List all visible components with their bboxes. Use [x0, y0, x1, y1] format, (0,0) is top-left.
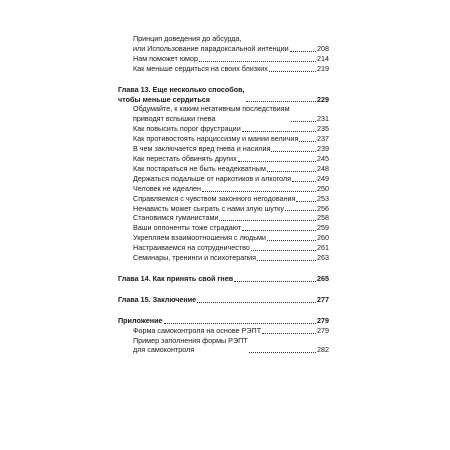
entry-title-line: чтобы меньше сердиться	[118, 94, 210, 104]
dot-leader	[251, 250, 316, 251]
dot-leader	[299, 141, 316, 142]
entry-title-line: Ненависть может сыграть с нами злую шутку	[133, 203, 284, 213]
dot-leader	[249, 352, 316, 353]
dot-leader	[267, 240, 316, 241]
entry-title	[133, 253, 256, 263]
toc-section-entry	[118, 213, 329, 223]
page-number: 259	[317, 223, 329, 233]
entry-title	[133, 223, 241, 233]
entry-title-line: Укрепляем взаимоотношения с людьми	[133, 233, 266, 243]
entry-title	[133, 336, 248, 356]
toc-section-entry	[118, 253, 329, 263]
dot-leader	[285, 210, 316, 211]
toc-section-entry	[118, 174, 329, 184]
entry-title	[133, 124, 241, 134]
entry-title-line: Форма самоконтроля на основе РЭПТ	[133, 325, 262, 335]
toc-chapter-entry	[118, 316, 329, 326]
page-number: 277	[317, 294, 329, 304]
toc-chapter-entry	[118, 85, 329, 105]
entry-title-line: Становимся гуманистами	[133, 213, 219, 223]
page-number: 248	[317, 163, 329, 173]
toc-chapter-entry	[118, 295, 329, 305]
page-number: 219	[317, 63, 329, 73]
page-number: 235	[317, 124, 329, 134]
dot-leader	[257, 260, 316, 261]
dot-leader	[242, 230, 316, 231]
dot-leader	[292, 181, 316, 182]
toc-section-entry	[118, 104, 329, 124]
page-number: 250	[317, 183, 329, 193]
page-number: 263	[317, 253, 329, 263]
page-number: 229	[317, 94, 329, 104]
toc-section-entry	[118, 64, 329, 74]
toc-section-entry	[118, 154, 329, 164]
entry-title	[133, 233, 266, 243]
entry-title	[133, 34, 289, 54]
page-number: 260	[317, 233, 329, 243]
page-number: 231	[317, 114, 329, 124]
entry-title-line: Справляемся с чувством законного негодования	[133, 193, 296, 203]
dot-leader	[246, 101, 316, 102]
toc-section-entry	[118, 233, 329, 243]
page-number: 245	[317, 153, 329, 163]
page-number: 279	[317, 315, 329, 325]
page-number: 258	[317, 213, 329, 223]
entry-title	[133, 213, 218, 223]
entry-title-line: Пример заполнения формы РЭПТ	[133, 335, 248, 345]
toc-section-entry	[118, 326, 329, 336]
entry-title-line: Семинары, тренинги и психотерапия	[133, 253, 257, 263]
toc-section-entry	[118, 134, 329, 144]
entry-title	[133, 104, 290, 124]
page-number: 279	[317, 325, 329, 335]
dot-leader	[290, 51, 316, 52]
entry-title	[133, 243, 250, 253]
entry-title	[133, 326, 261, 336]
entry-title-line: или Использование парадоксальной интенции	[133, 43, 289, 53]
entry-title-line: Ваши оппоненты тоже страдают	[133, 223, 242, 233]
dot-leader	[267, 171, 316, 172]
dot-leader	[262, 333, 316, 334]
entry-title-line: Человек не идеален	[133, 183, 202, 193]
toc-chapter-entry	[118, 274, 329, 284]
page-number: 239	[317, 144, 329, 154]
page-number: 208	[317, 43, 329, 53]
entry-title-line: Как противостоять нарциссизму и мании величия	[133, 134, 299, 144]
entry-title-line: Обдумайте, к каким негативным последствиям	[133, 104, 290, 114]
entry-title	[133, 54, 198, 64]
entry-title-line: В чем заключается вред гнева и насилия	[133, 144, 271, 154]
entry-title	[133, 144, 270, 154]
entry-title	[133, 184, 201, 194]
dot-leader	[164, 323, 317, 324]
entry-title-line: Как повысить порог фрустрации	[133, 124, 241, 134]
entry-title-line: Приложение	[118, 315, 163, 325]
page-number: 249	[317, 173, 329, 183]
entry-title	[118, 274, 233, 284]
entry-title	[133, 134, 298, 144]
entry-title-line: для самоконтроля	[133, 345, 195, 355]
entry-title-line: Глава 13. Еще несколько способов,	[118, 84, 245, 94]
entry-title-line: Принцип доведения до абсурда,	[133, 34, 242, 43]
page-number: 237	[317, 134, 329, 144]
dot-leader	[269, 71, 316, 72]
entry-title-line: Как меньше сердиться на своих близких	[133, 63, 268, 73]
entry-title-line: Настраиваемся на сотрудничество	[133, 243, 250, 253]
entry-title	[133, 164, 266, 174]
entry-title	[133, 204, 284, 214]
dot-leader	[199, 61, 316, 62]
dot-leader	[291, 121, 316, 122]
entry-title-line: Глава 15. Заключение	[118, 294, 197, 304]
toc-section-entry	[118, 194, 329, 204]
page-number: 265	[317, 273, 329, 283]
entry-title	[118, 85, 245, 105]
entry-title-line: приводят вспышки гнева	[133, 114, 216, 124]
entry-title	[133, 154, 237, 164]
dot-leader	[271, 151, 316, 152]
dot-leader	[234, 281, 316, 282]
dot-leader	[197, 302, 316, 303]
page-number: 253	[317, 193, 329, 203]
toc-section-entry	[118, 144, 329, 154]
table-of-contents	[118, 34, 329, 355]
entry-title	[118, 295, 196, 305]
toc-section-entry	[118, 336, 329, 356]
toc-section-entry	[118, 54, 329, 64]
dot-leader	[242, 131, 316, 132]
entry-title	[133, 194, 295, 204]
entry-title-line: Как постараться не быть неадекватным	[133, 163, 266, 173]
toc-section-entry	[118, 184, 329, 194]
toc-section-entry	[118, 124, 329, 134]
dot-leader	[238, 161, 316, 162]
entry-title-line: Глава 14. Как принять свой гнев	[118, 273, 234, 283]
entry-title	[133, 174, 291, 184]
page-number: 261	[317, 243, 329, 253]
dot-leader	[219, 220, 316, 221]
entry-title	[118, 316, 163, 326]
toc-section-entry	[118, 34, 329, 54]
toc-section-entry	[118, 164, 329, 174]
entry-title-line: Нам поможет юмор	[133, 53, 198, 63]
dot-leader	[202, 191, 316, 192]
toc-section-entry	[118, 204, 329, 214]
entry-title	[133, 64, 268, 74]
page-number: 214	[317, 53, 329, 63]
toc-section-entry	[118, 243, 329, 253]
dot-leader	[296, 201, 316, 202]
toc-section-entry	[118, 223, 329, 233]
entry-title-line: Как перестать обвинять других	[133, 153, 237, 163]
page-number: 282	[317, 345, 329, 355]
entry-title-line: Держаться подальше от наркотиков и алкоголя	[133, 173, 291, 183]
page-number: 256	[317, 203, 329, 213]
